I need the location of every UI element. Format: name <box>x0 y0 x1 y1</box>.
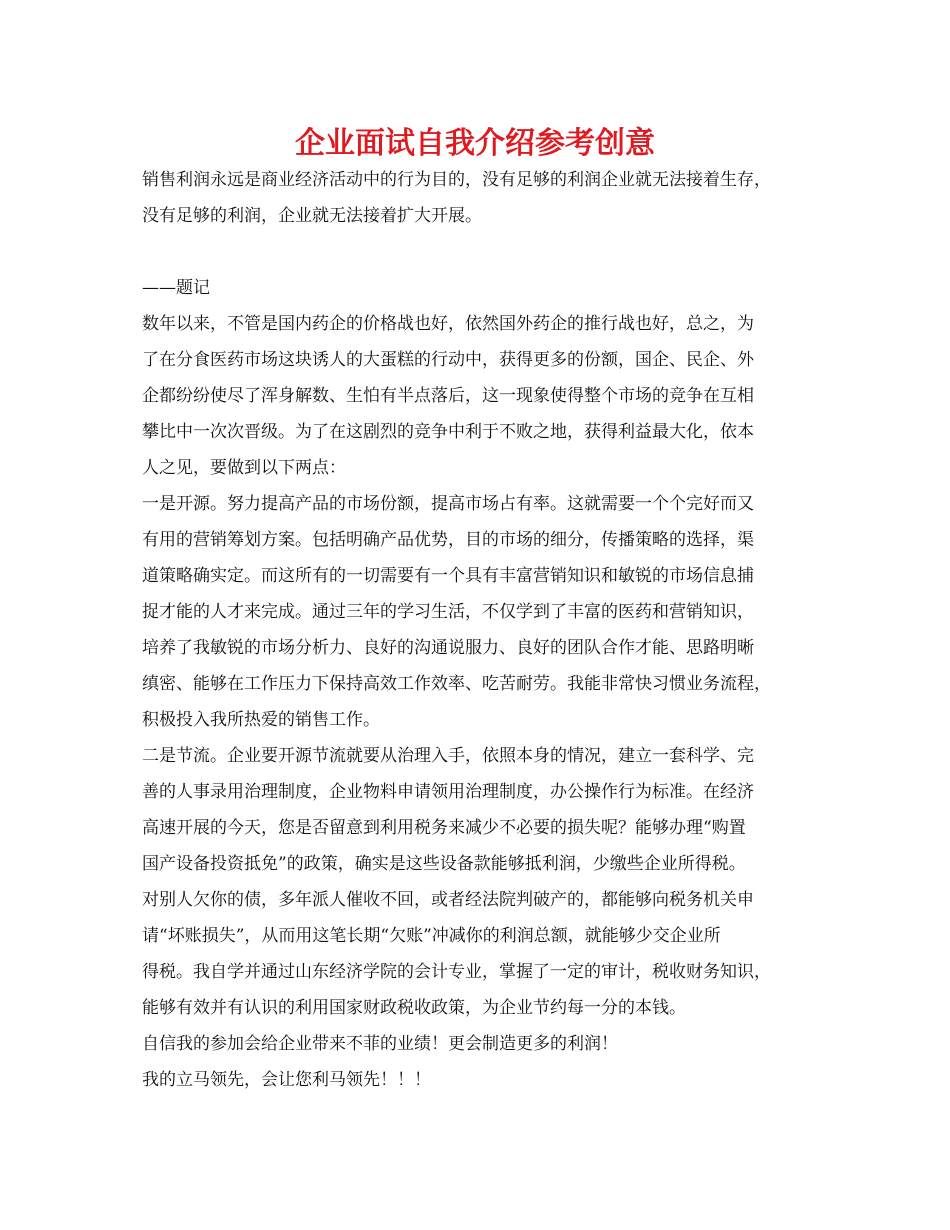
paragraph-line: 一是开源。努力提高产品的市场份额，提高市场占有率。这就需要一个个完好而又 <box>142 494 754 514</box>
paragraph-line: 对别人欠你的债，多年派人催收不回，或者经法院判破产的，都能够向税务机关申 <box>142 890 754 910</box>
paragraph-line: 数年以来，不管是国内药企的价格战也好，依然国外药企的推行战也好，总之，为 <box>142 314 754 334</box>
paragraph-line: 捉才能的人才来完成。通过三年的学习生活，不仅学到了丰富的医药和营销知识， <box>142 602 754 622</box>
paragraph-line: 我的立马领先，会让您利马领先！！！ <box>142 1070 431 1090</box>
paragraph-line: 了在分食医药市场这块诱人的大蛋糕的行动中，获得更多的份额，国企、民企、外 <box>142 350 754 370</box>
document-body <box>142 162 814 1098</box>
paragraph-line: 高速开展的今天，您是否留意到利用税务来减少不必要的损失呢？能够办理“购置 <box>142 818 746 838</box>
paragraph-line: 有用的营销筹划方案。包括明确产品优势，目的市场的细分，传播策略的选择，渠 <box>142 530 754 550</box>
blank-line <box>142 234 814 270</box>
paragraph-line: 攀比中一次次晋级。为了在这剧烈的竞争中利于不败之地，获得利益最大化，依本 <box>142 422 754 442</box>
paragraph-line: 销售利润永远是商业经济活动中的行为目的，没有足够的利润企业就无法接着生存， <box>142 170 771 190</box>
paragraph-line: 二是节流。企业要开源节流就要从治理入手，依照本身的情况，建立一套科学、完 <box>142 746 754 766</box>
paragraph-line: 自信我的参加会给企业带来不菲的业绩！更会制造更多的利润！ <box>142 1034 618 1054</box>
paragraph-line: 国产设备投资抵免”的政策，确实是这些设备款能够抵利润，少缴些企业所得税。 <box>142 854 746 874</box>
paragraph-line: 企都纷纷使尽了浑身解数、生怕有半点落后，这一现象使得整个市场的竞争在互相 <box>142 386 754 406</box>
paragraph-line: 人之见，要做到以下两点： <box>142 458 346 478</box>
paragraph-line: 善的人事录用治理制度，企业物料申请领用治理制度，办公操作行为标准。在经济 <box>142 782 754 802</box>
paragraph-line: 能够有效并有认识的利用国家财政税收政策，为企业节约每一分的本钱。 <box>142 998 686 1018</box>
document-title: 企业面试自我介绍参考创意 <box>295 126 655 161</box>
paragraph-line: 培养了我敏锐的市场分析力、良好的沟通说服力、良好的团队合作才能、思路明晰 <box>142 638 754 658</box>
epigraph-attribution: ——题记 <box>142 278 210 298</box>
paragraph-line: 道策略确实定。而这所有的一切需要有一个具有丰富营销知识和敏锐的市场信息捕 <box>142 566 754 586</box>
paragraph-line: 没有足够的利润，企业就无法接着扩大开展。 <box>142 206 482 226</box>
paragraph-line: 积极投入我所热爱的销售工作。 <box>142 710 380 730</box>
paragraph-line: 得税。我自学并通过山东经济学院的会计专业，掌握了一定的审计，税收财务知识， <box>142 962 771 982</box>
paragraph-line: 缜密、能够在工作压力下保持高效工作效率、吃苦耐劳。我能非常快习惯业务流程， <box>142 674 771 694</box>
paragraph-line: 请“坏账损失”，从而用这笔长期“欠账”冲减你的利润总额，就能够少交企业所 <box>142 926 721 946</box>
